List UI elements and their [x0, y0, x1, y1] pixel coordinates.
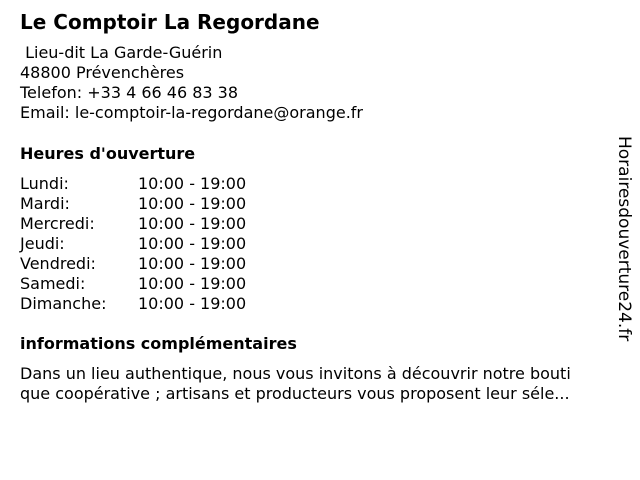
hours-row-sunday: [20, 294, 246, 314]
address-city: 48800 Prévenchères: [20, 63, 185, 82]
hours-row-monday: [20, 174, 246, 194]
hours-row-wednesday: [20, 214, 246, 234]
hours-day: Samedi:: [20, 274, 86, 293]
hours-day: Jeudi:: [20, 234, 65, 253]
hours-day: Mercredi:: [20, 214, 95, 233]
hours-time: 10:00 - 19:00: [138, 174, 247, 193]
hours-day: Dimanche:: [20, 294, 107, 313]
hours-time: 10:00 - 19:00: [138, 254, 247, 273]
phone-number[interactable]: Telefon: +33 4 66 46 83 38: [20, 83, 239, 102]
business-name: Le Comptoir La Regordane: [20, 10, 320, 34]
contact-block: [20, 43, 363, 123]
description-line: que coopérative ; artisans et producteurs vous proposent leur séle...: [20, 384, 570, 403]
hours-time: 10:00 - 19:00: [138, 214, 247, 233]
additional-info-heading: informations complémentaires: [20, 334, 297, 353]
description-text: [20, 364, 620, 404]
hours-time: 10:00 - 19:00: [138, 274, 247, 293]
hours-row-thursday: [20, 234, 246, 254]
hours-row-tuesday: [20, 194, 246, 214]
email-address[interactable]: Email: le-comptoir-la-regordane@orange.fr: [20, 103, 363, 122]
description-line: Dans un lieu authentique, nous vous invitons à découvrir notre bouti: [20, 364, 571, 383]
opening-hours-heading: Heures d'ouverture: [20, 144, 196, 163]
hours-day: Vendredi:: [20, 254, 96, 273]
address-street: Lieu-dit La Garde-Guérin: [20, 43, 223, 62]
hours-day: Mardi:: [20, 194, 70, 213]
hours-day: Lundi:: [20, 174, 69, 193]
hours-time: 10:00 - 19:00: [138, 234, 247, 253]
hours-time: 10:00 - 19:00: [138, 294, 247, 313]
opening-hours-table: [20, 174, 246, 314]
hours-row-saturday: [20, 274, 246, 294]
hours-row-friday: [20, 254, 246, 274]
hours-time: 10:00 - 19:00: [138, 194, 247, 213]
site-watermark: Horairesdouverture24.fr: [614, 136, 634, 342]
